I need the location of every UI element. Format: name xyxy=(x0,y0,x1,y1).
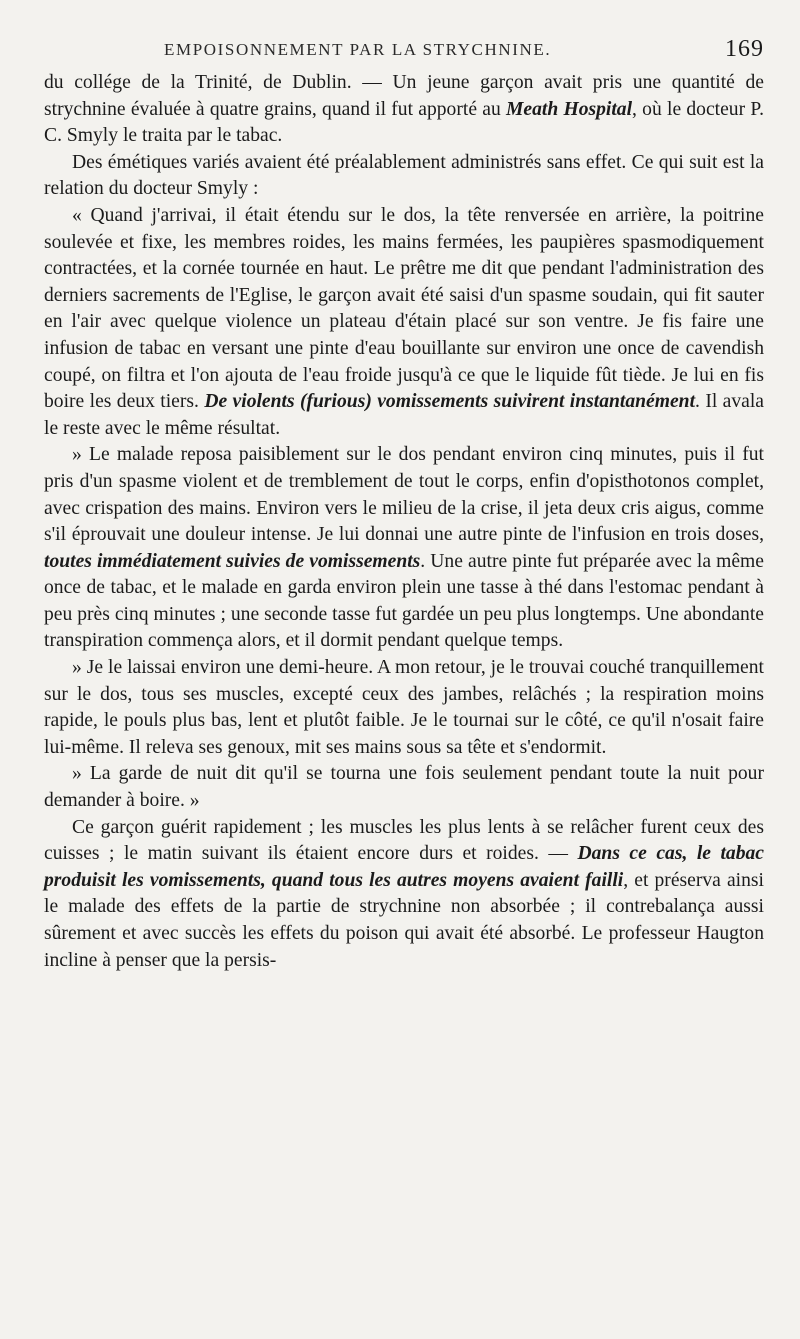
text-run: , où le docteur P. C. Smyly le traita par le tabac. xyxy=(44,98,764,147)
italic-text: Dans ce cas, le tabac produisit les vomissements, quand tous les autres moyens avaient failli xyxy=(44,843,765,891)
text-run: du collége de la Trinité, de Dublin. — Un jeune garçon avait pris une quantité de strychnine évaluée à quatre grains, quand il fut apporté au xyxy=(44,72,764,120)
text-run: . Il avala le reste avec le même résultat. xyxy=(44,391,765,439)
text-run: . Une autre pinte fut préparée avec la même once de tabac, et le malade en garda environ plein une tasse à thé dans l'estomac pendant à peu près cinq minutes ; une seconde tasse fut gardée un peu plus longtemps. Une abondante transpiration commença alors, et il dormit pendant quelque temps. xyxy=(44,550,764,652)
running-head xyxy=(44,30,764,70)
italic-text: Meath Hospital xyxy=(505,98,633,120)
running-title: EMPOISONNEMENT PAR LA STRYCHNINE. xyxy=(164,40,552,59)
paragraph xyxy=(44,203,764,442)
paragraph xyxy=(44,761,764,814)
paragraph xyxy=(44,442,764,655)
body-text xyxy=(44,70,764,974)
paragraph xyxy=(44,150,764,203)
italic-text: De violents (furious) vomissements suivirent instantanément xyxy=(204,391,696,413)
page-number: 169 xyxy=(725,36,764,62)
text-run: Ce garçon guérit rapidement ; les muscles les plus lents à se relâcher furent ceux des cuisses ; le matin suivant ils étaient encore durs et roides. — xyxy=(44,816,764,865)
text-run: , et préserva ainsi le malade des effets de la partie de strychnine non absorbée ; il contrebalança aussi sûrement et avec succès les effets du poison qui avait été absorbé. Le professeur Haugton incline à penser que la persis- xyxy=(44,869,764,971)
text-run: » La garde de nuit dit qu'il se tourna une fois seulement pendant toute la nuit pour demander à boire. » xyxy=(44,763,764,812)
paragraph xyxy=(44,70,764,150)
paragraph xyxy=(44,655,764,761)
text-run: Des émétiques variés avaient été préalablement administrés sans effet. Ce qui suit est la relation du docteur Smyly : xyxy=(44,151,764,200)
paragraph xyxy=(44,815,764,975)
text-run: » Le malade reposa paisiblement sur le dos pendant environ cinq minutes, puis il fut pris d'un spasme violent et de tremblement de tout le corps, enfin d'opisthotonos complet, avec crispation des mains. Environ vers le milieu de la crise, il jeta deux cris aigus, comme s'il éprouvait une douleur intense. Je lui donnai une autre pinte de l'infusion en trois doses, xyxy=(44,444,764,546)
text-run: » Je le laissai environ une demi-heure. A mon retour, je le trouvai couché tranquillement sur le dos, tous ses muscles, excepté ceux des jambes, relâchés ; la respiration moins rapide, le pouls plus bas, lent et plutôt faible. Je le tournai sur le côté, ce qu'il n'osait faire lui-même. Il releva ses genoux, mit ses mains sous sa tête et s'endormit. xyxy=(44,657,764,758)
italic-text: toutes immédiatement suivies de vomissements xyxy=(44,550,421,572)
text-run: « Quand j'arrivai, il était étendu sur le dos, la tête renversée en arrière, la poitrine soulevée et fixe, les membres roides, les mains fermées, les paupières spasmodiquement contractées, et la cornée tournée en haut. Le prêtre me dit que pendant l'administration des derniers sacrements de l'Eglise, le garçon avait été saisi d'un spasme soudain, qui fit sauter en l'air avec quelque violence un plateau d'étain placé sur son ventre. Je fis faire une infusion de tabac en versant une pinte d'eau bouillante sur environ une once de cavendish coupé, on filtra et l'on ajouta de l'eau froide jusqu'à ce que le liquide fût tiède. Je lui en fis boire les deux tiers. xyxy=(44,204,764,413)
